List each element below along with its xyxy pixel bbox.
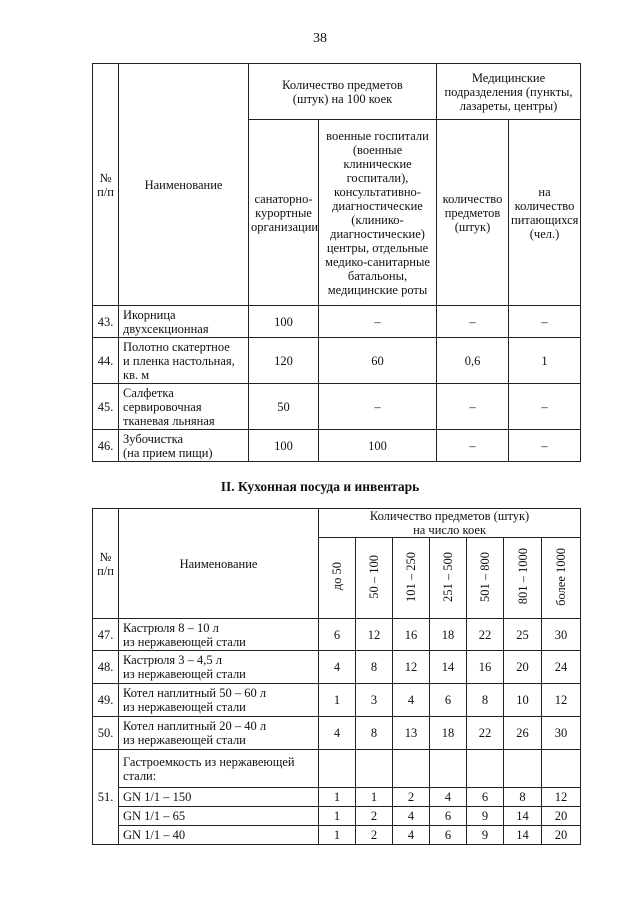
header-name: Наименование — [119, 509, 319, 619]
cell: 1 — [319, 684, 356, 717]
header-num: № п/п — [93, 64, 119, 306]
table-row — [93, 338, 581, 384]
header-group: Количество предметов (штук) на число коек — [319, 509, 581, 538]
cell: 12 — [542, 788, 581, 807]
cell: 10 — [504, 684, 542, 717]
cell: 8 — [356, 717, 393, 750]
cell: 1 — [356, 788, 393, 807]
cell: 14 — [504, 807, 542, 826]
table-row — [93, 788, 581, 807]
cell: 13 — [393, 717, 430, 750]
table-row — [93, 384, 581, 430]
cell: 60 — [319, 338, 437, 384]
row-num: 45. — [93, 384, 119, 430]
cell: – — [437, 384, 509, 430]
cell: 8 — [467, 684, 504, 717]
cell: 6 — [430, 684, 467, 717]
section-title: II. Кухонная посуда и инвентарь — [220, 479, 420, 494]
row-name: Гастроемкость из нержавеющей стали: — [119, 750, 319, 788]
cell: 12 — [393, 651, 430, 684]
table-utensils-per-beds — [92, 63, 581, 462]
cell — [356, 750, 393, 788]
row-num: 43. — [93, 306, 119, 338]
cell: 120 — [249, 338, 319, 384]
cell: 6 — [430, 826, 467, 845]
header-military: военные госпитали (военные клинические госпитали), консультативно- диагностические (клинико- диагностические) центры, отдельные медико-санитарные батальоны, медицинские роты — [319, 120, 437, 306]
col-header: 801 – 1000 — [504, 538, 542, 619]
header-per-people: на количество питающихся (чел.) — [509, 120, 581, 306]
page-number: 38 — [313, 31, 327, 46]
cell: 4 — [319, 651, 356, 684]
header-name: Наименование — [119, 64, 249, 306]
cell: 24 — [542, 651, 581, 684]
row-name: GN 1/1 – 150 — [119, 788, 319, 807]
header-qty-group: Количество предметов (штук) на 100 коек — [249, 64, 437, 120]
header-sanatorium: санаторно- курортные организации — [249, 120, 319, 306]
cell: 25 — [504, 619, 542, 651]
cell: 4 — [319, 717, 356, 750]
cell: 100 — [249, 306, 319, 338]
row-name: Котел наплитный 20 – 40 л из нержавеющей стали — [119, 717, 319, 750]
row-num: 51. — [93, 750, 119, 845]
cell: 9 — [467, 826, 504, 845]
row-num: 47. — [93, 619, 119, 651]
table-row — [93, 651, 581, 684]
col-header: 50 – 100 — [356, 538, 393, 619]
cell: 26 — [504, 717, 542, 750]
cell — [504, 750, 542, 788]
cell: 14 — [430, 651, 467, 684]
cell: 12 — [542, 684, 581, 717]
cell: 30 — [542, 717, 581, 750]
row-name: Кастрюля 8 – 10 л из нержавеющей стали — [119, 619, 319, 651]
cell: 100 — [249, 430, 319, 462]
table-row — [93, 430, 581, 462]
table-row — [93, 750, 581, 788]
cell: 12 — [356, 619, 393, 651]
cell: 1 — [319, 788, 356, 807]
cell: 16 — [393, 619, 430, 651]
cell: 22 — [467, 717, 504, 750]
table-row — [93, 619, 581, 651]
cell: 8 — [356, 651, 393, 684]
cell: – — [437, 306, 509, 338]
cell: 14 — [504, 826, 542, 845]
row-num: 50. — [93, 717, 119, 750]
row-name: Зубочистка (на прием пищи) — [119, 430, 249, 462]
col-header: 101 – 250 — [393, 538, 430, 619]
cell: – — [509, 430, 581, 462]
table-row — [93, 306, 581, 338]
cell: 50 — [249, 384, 319, 430]
col-header: 251 – 500 — [430, 538, 467, 619]
cell: 4 — [393, 807, 430, 826]
cell: 30 — [542, 619, 581, 651]
row-num: 44. — [93, 338, 119, 384]
cell — [393, 750, 430, 788]
cell: 6 — [319, 619, 356, 651]
cell: – — [509, 384, 581, 430]
cell: 0,6 — [437, 338, 509, 384]
cell: 2 — [393, 788, 430, 807]
cell: 18 — [430, 717, 467, 750]
col-header: 501 – 800 — [467, 538, 504, 619]
row-name: GN 1/1 – 40 — [119, 826, 319, 845]
cell: 4 — [393, 826, 430, 845]
cell — [430, 750, 467, 788]
cell: 2 — [356, 807, 393, 826]
cell: 22 — [467, 619, 504, 651]
cell: 16 — [467, 651, 504, 684]
cell: 6 — [467, 788, 504, 807]
cell: 1 — [319, 826, 356, 845]
cell: – — [509, 306, 581, 338]
cell — [542, 750, 581, 788]
header-qty-items: количество предметов (штук) — [437, 120, 509, 306]
row-name: Салфетка сервировочная тканевая льняная — [119, 384, 249, 430]
cell: 6 — [430, 807, 467, 826]
cell — [319, 750, 356, 788]
row-num: 49. — [93, 684, 119, 717]
cell: 1 — [509, 338, 581, 384]
row-num: 48. — [93, 651, 119, 684]
cell: 4 — [393, 684, 430, 717]
cell: – — [319, 306, 437, 338]
cell: 8 — [504, 788, 542, 807]
cell: 18 — [430, 619, 467, 651]
cell: 2 — [356, 826, 393, 845]
row-num: 46. — [93, 430, 119, 462]
table-row — [93, 826, 581, 845]
row-name: GN 1/1 – 65 — [119, 807, 319, 826]
cell: 20 — [542, 826, 581, 845]
cell: 4 — [430, 788, 467, 807]
col-header: более 1000 — [542, 538, 581, 619]
header-num: № п/п — [93, 509, 119, 619]
row-name: Кастрюля 3 – 4,5 л из нержавеющей стали — [119, 651, 319, 684]
header-med-group: Медицинские подразделения (пункты, лазареты, центры) — [437, 64, 581, 120]
cell: 20 — [504, 651, 542, 684]
col-header: до 50 — [319, 538, 356, 619]
row-name: Икорница двухсекционная — [119, 306, 249, 338]
table-row — [93, 717, 581, 750]
row-name: Полотно скатертное и пленка настольная, кв. м — [119, 338, 249, 384]
cell: 3 — [356, 684, 393, 717]
table-row — [93, 684, 581, 717]
cell — [467, 750, 504, 788]
row-name: Котел наплитный 50 – 60 л из нержавеющей стали — [119, 684, 319, 717]
cell: 100 — [319, 430, 437, 462]
cell: – — [437, 430, 509, 462]
cell: 20 — [542, 807, 581, 826]
cell: – — [319, 384, 437, 430]
cell: 1 — [319, 807, 356, 826]
table-row — [93, 807, 581, 826]
cell: 9 — [467, 807, 504, 826]
table-kitchenware — [92, 508, 581, 845]
